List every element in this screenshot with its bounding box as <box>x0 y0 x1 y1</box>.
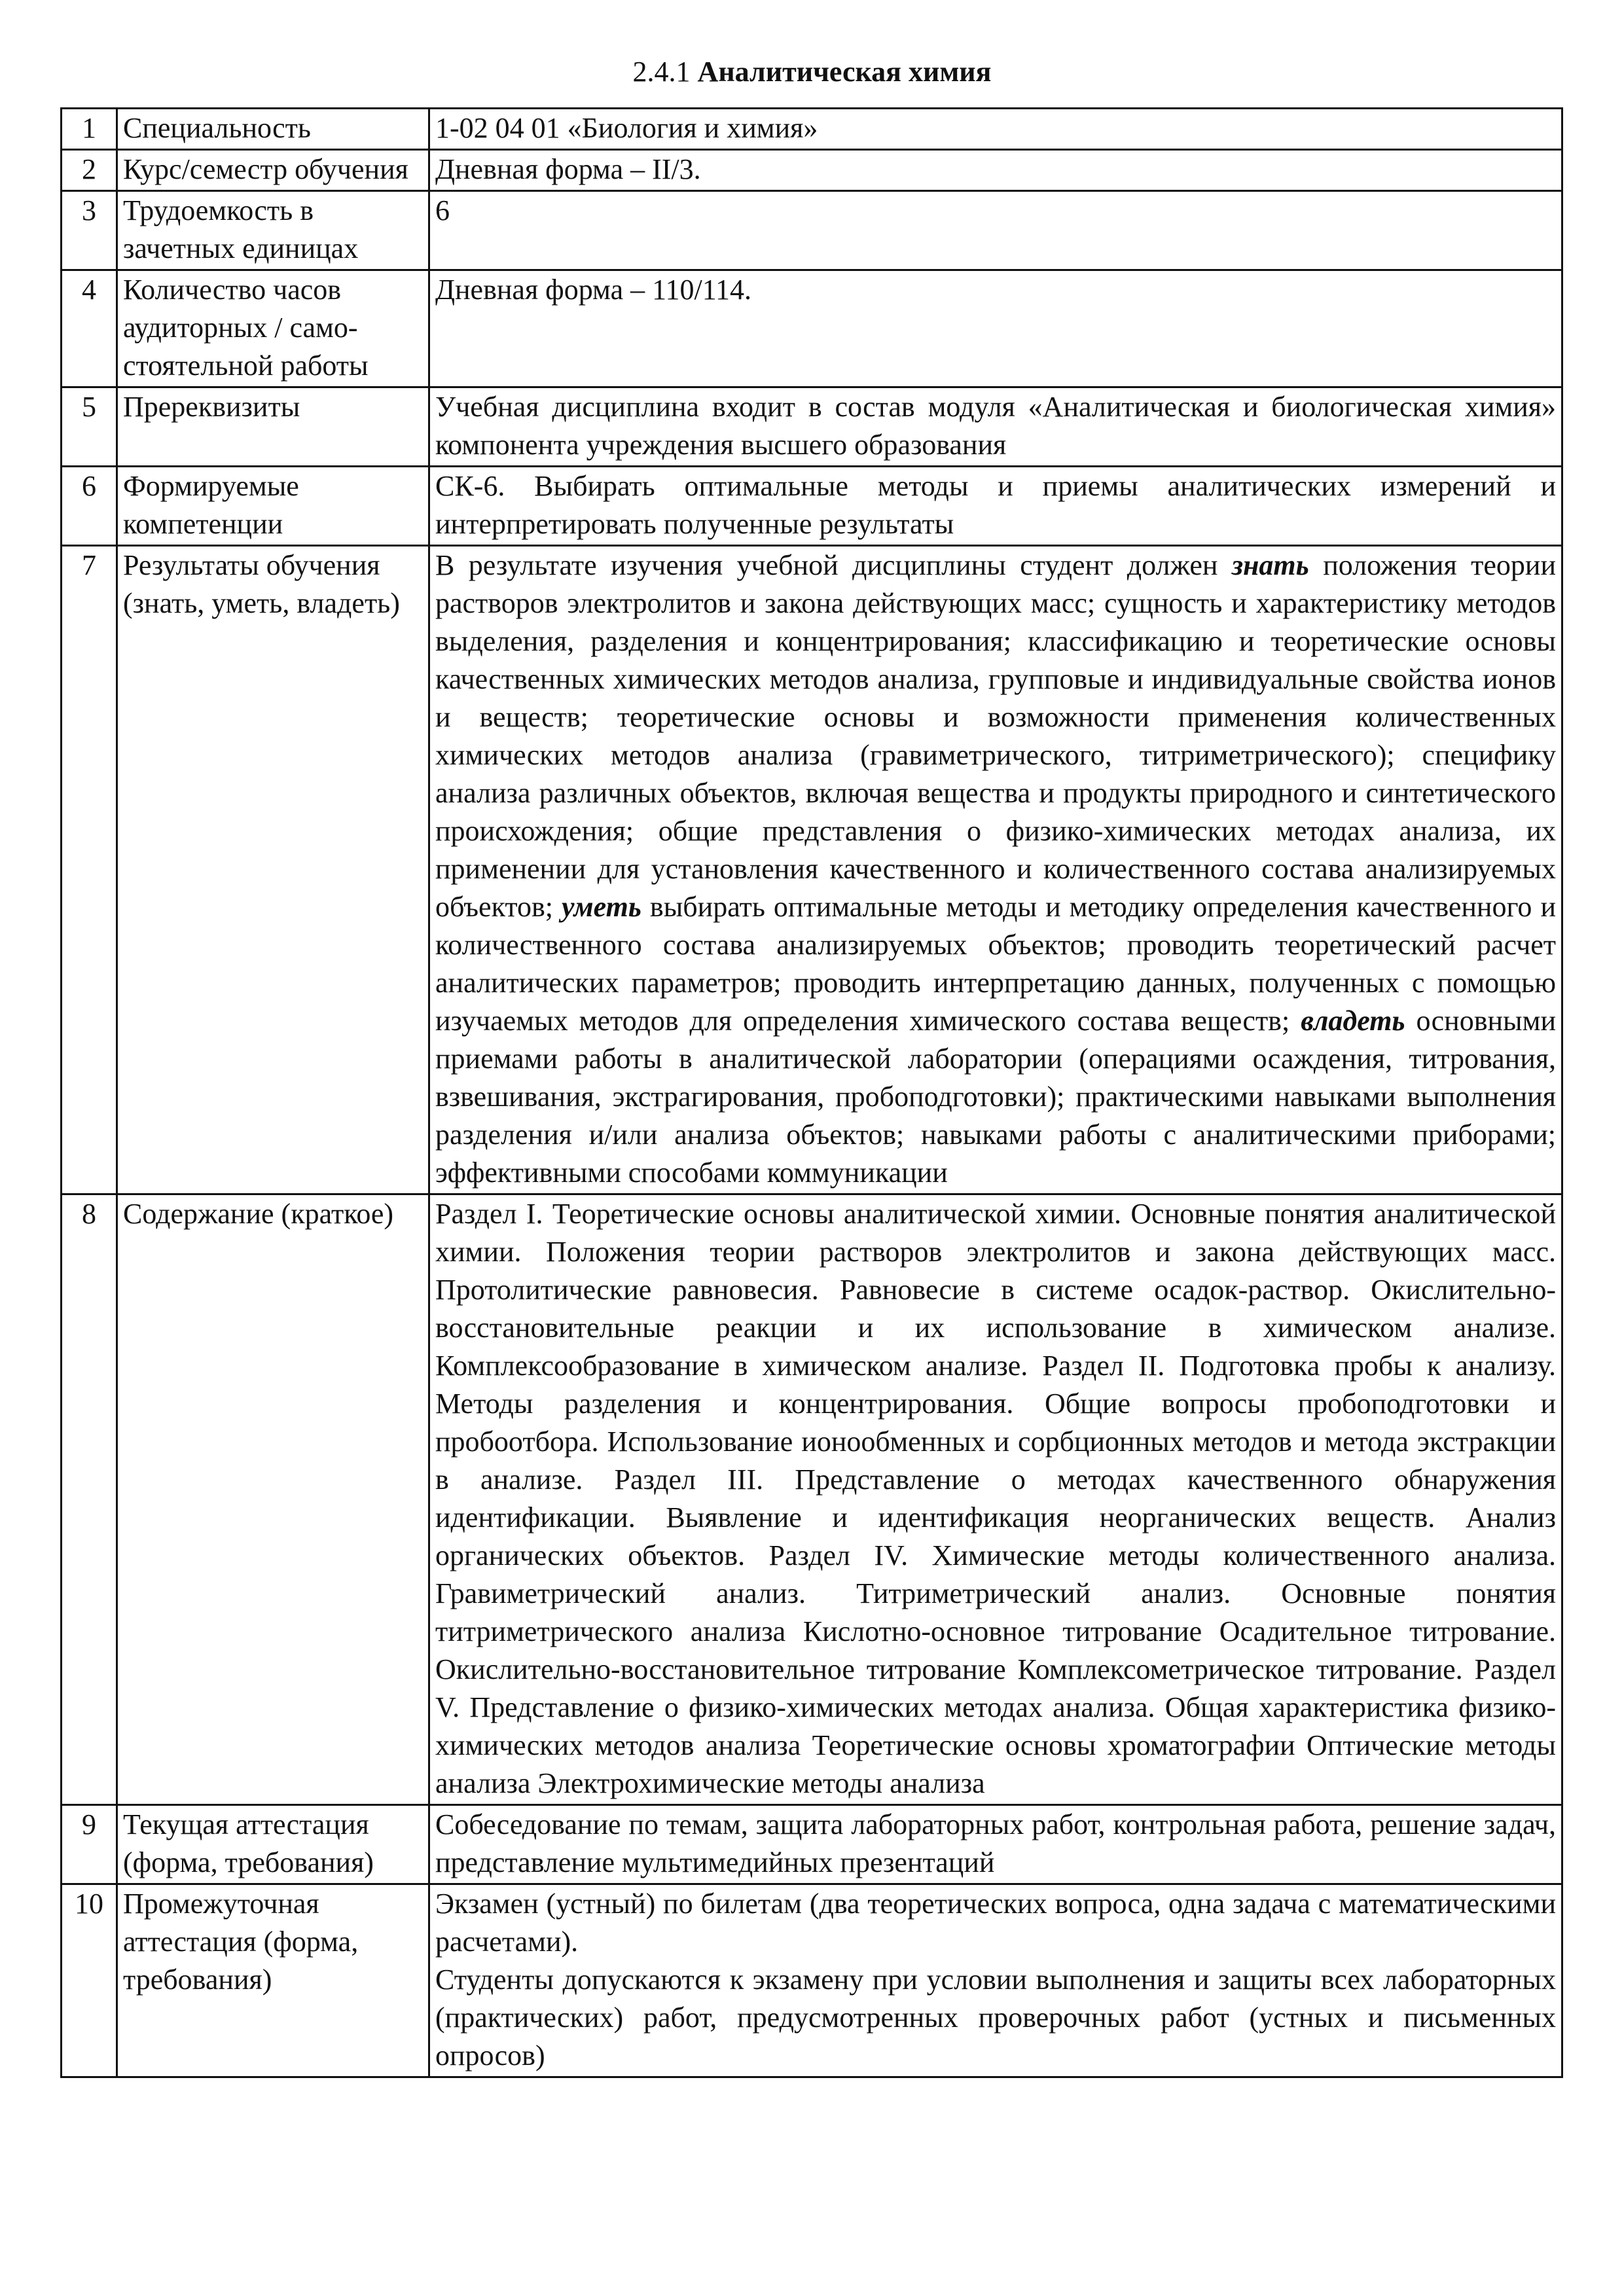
table-row <box>62 1805 1562 1884</box>
keyword-own: владеть <box>1301 1005 1405 1037</box>
row-number: 1 <box>62 109 117 150</box>
row-label: Текущая аттестация (форма, требования) <box>117 1805 429 1884</box>
table-row <box>62 191 1562 270</box>
row-number: 9 <box>62 1805 117 1884</box>
row-value: Учебная дисциплина входит в состав модуля «Аналитическая и биологическая химия» компонента учреждения высшего образования <box>429 387 1562 467</box>
row-value: 6 <box>429 191 1562 270</box>
row-label: Количество часов аудиторных / само-стоятельной работы <box>117 270 429 387</box>
row-value: Собеседование по темам, защита лабораторных работ, контрольная работа, решение задач, представление мультимедийных презентаций <box>429 1805 1562 1884</box>
row-value: Раздел I. Теоретические основы аналитической химии. Основные понятия аналитической химии. Положения теории растворов электролитов и закона действующих масс. Протолитические равновесия. Равновесие в системе осадок-раствор. Окислительно-восстановительные реакции и их использование в химическом анализе. Комплексообразование в химическом анализе. Раздел II. Подготовка пробы к анализу. Методы разделения и концентрирования. Общие вопросы пробоподготовки и пробоотбора. Использование ионообменных и сорбционных методов и метода экстракции в анализе. Раздел III. Представление о методах качественного обнаружения идентификации. Выявление и идентификация неорганических веществ. Анализ органических объектов. Раздел IV. Химические методы количественного анализа. Гравиметрический анализ. Титриметрический анализ. Основные понятия титриметрического анализа Кислотно-основное титрование Осадительное титрование. Окислительно-восстановительное титрование Комплексометрическое титрование. Раздел V. Представление о физико-химических методах анализа. Общая характеристика физико-химических методов анализа Теоретические основы хроматографии Оптические методы анализа Электрохимические методы анализа <box>429 1194 1562 1805</box>
row-label: Промежуточная аттестация (форма, требования) <box>117 1884 429 2077</box>
outcomes-own-text: основными приемами работы в аналитической лаборатории (операциями осаждения, титрования, взвешивания, экстрагирования, пробоподготовки); практическими навыками выполнения разделения и/или анализа объектов; навыками работы с аналитическими приборами; эффективными способами коммуникации <box>435 1005 1557 1189</box>
row-number: 3 <box>62 191 117 270</box>
row-value: Дневная форма – 110/114. <box>429 270 1562 387</box>
row-label: Курс/семестр обучения <box>117 150 429 191</box>
row-label: Пререквизиты <box>117 387 429 467</box>
row-number: 2 <box>62 150 117 191</box>
row-label: Специальность <box>117 109 429 150</box>
table-row <box>62 1194 1562 1805</box>
exam-description: Экзамен (устный) по билетам (два теоретических вопроса, одна задача с математическими расчетами). <box>435 1888 1556 1958</box>
row-number: 4 <box>62 270 117 387</box>
row-label: Формируемые компетенции <box>117 467 429 546</box>
outcomes-know-text: положения теории растворов электролитов и закона действующих масс; сущность и характеристику методов выделения, разделения и концентрирования; классификацию и теоретические основы качественных химических методов анализа, групповые и индивидуальные свойства ионов и веществ; теоретические основы и возможности применения количественных химических методов анализа (гравиметрического, титриметрического); специфику анализа различных объектов, включая вещества и продукты природного и синтетического происхождения; общие представления о физико-химических методах анализа, их применении для установления качественного и количественного состава анализируемых объектов; <box>435 549 1556 923</box>
row-number: 5 <box>62 387 117 467</box>
learning-outcomes <box>429 546 1562 1194</box>
table-row <box>62 109 1562 150</box>
table-row <box>62 1884 1562 2077</box>
row-value <box>429 1884 1562 2077</box>
title-name: Аналитическая химия <box>697 56 992 88</box>
exam-admission: Студенты допускаются к экзамену при условии выполнения и защиты всех лабораторных (практических) работ, предусмотренных проверочных работ (устных и письменных опросов) <box>435 1964 1556 2072</box>
page-title <box>0 52 1624 92</box>
row-number: 10 <box>62 1884 117 2077</box>
row-number: 6 <box>62 467 117 546</box>
table-row <box>62 387 1562 467</box>
row-label: Результаты обучения (знать, уметь, владеть) <box>117 546 429 1194</box>
table-row <box>62 270 1562 387</box>
outcomes-intro: В результате изучения учебной дисциплины студент должен <box>435 549 1232 581</box>
keyword-know: знать <box>1231 549 1309 581</box>
keyword-can: уметь <box>562 891 641 923</box>
title-number: 2.4.1 <box>632 56 691 88</box>
row-value: 1-02 04 01 «Биология и химия» <box>429 109 1562 150</box>
table-row <box>62 467 1562 546</box>
row-label: Содержание (краткое) <box>117 1194 429 1805</box>
row-value: Дневная форма – II/3. <box>429 150 1562 191</box>
row-label: Трудоемкость в зачетных единицах <box>117 191 429 270</box>
row-value: СК-6. Выбирать оптимальные методы и приемы аналитических измерений и интерпретировать полученные результаты <box>429 467 1562 546</box>
table-row <box>62 546 1562 1194</box>
outcomes-can-text: выбирать оптимальные методы и методику определения качественного и количественного состава анализируемых объектов; проводить теоретический расчет аналитических параметров; проводить интерпретацию данных, полученных с помощью изучаемых методов для определения химического состава веществ; <box>435 891 1556 1037</box>
table-row <box>62 150 1562 191</box>
row-number: 8 <box>62 1194 117 1805</box>
row-number: 7 <box>62 546 117 1194</box>
discipline-table <box>60 107 1563 2078</box>
